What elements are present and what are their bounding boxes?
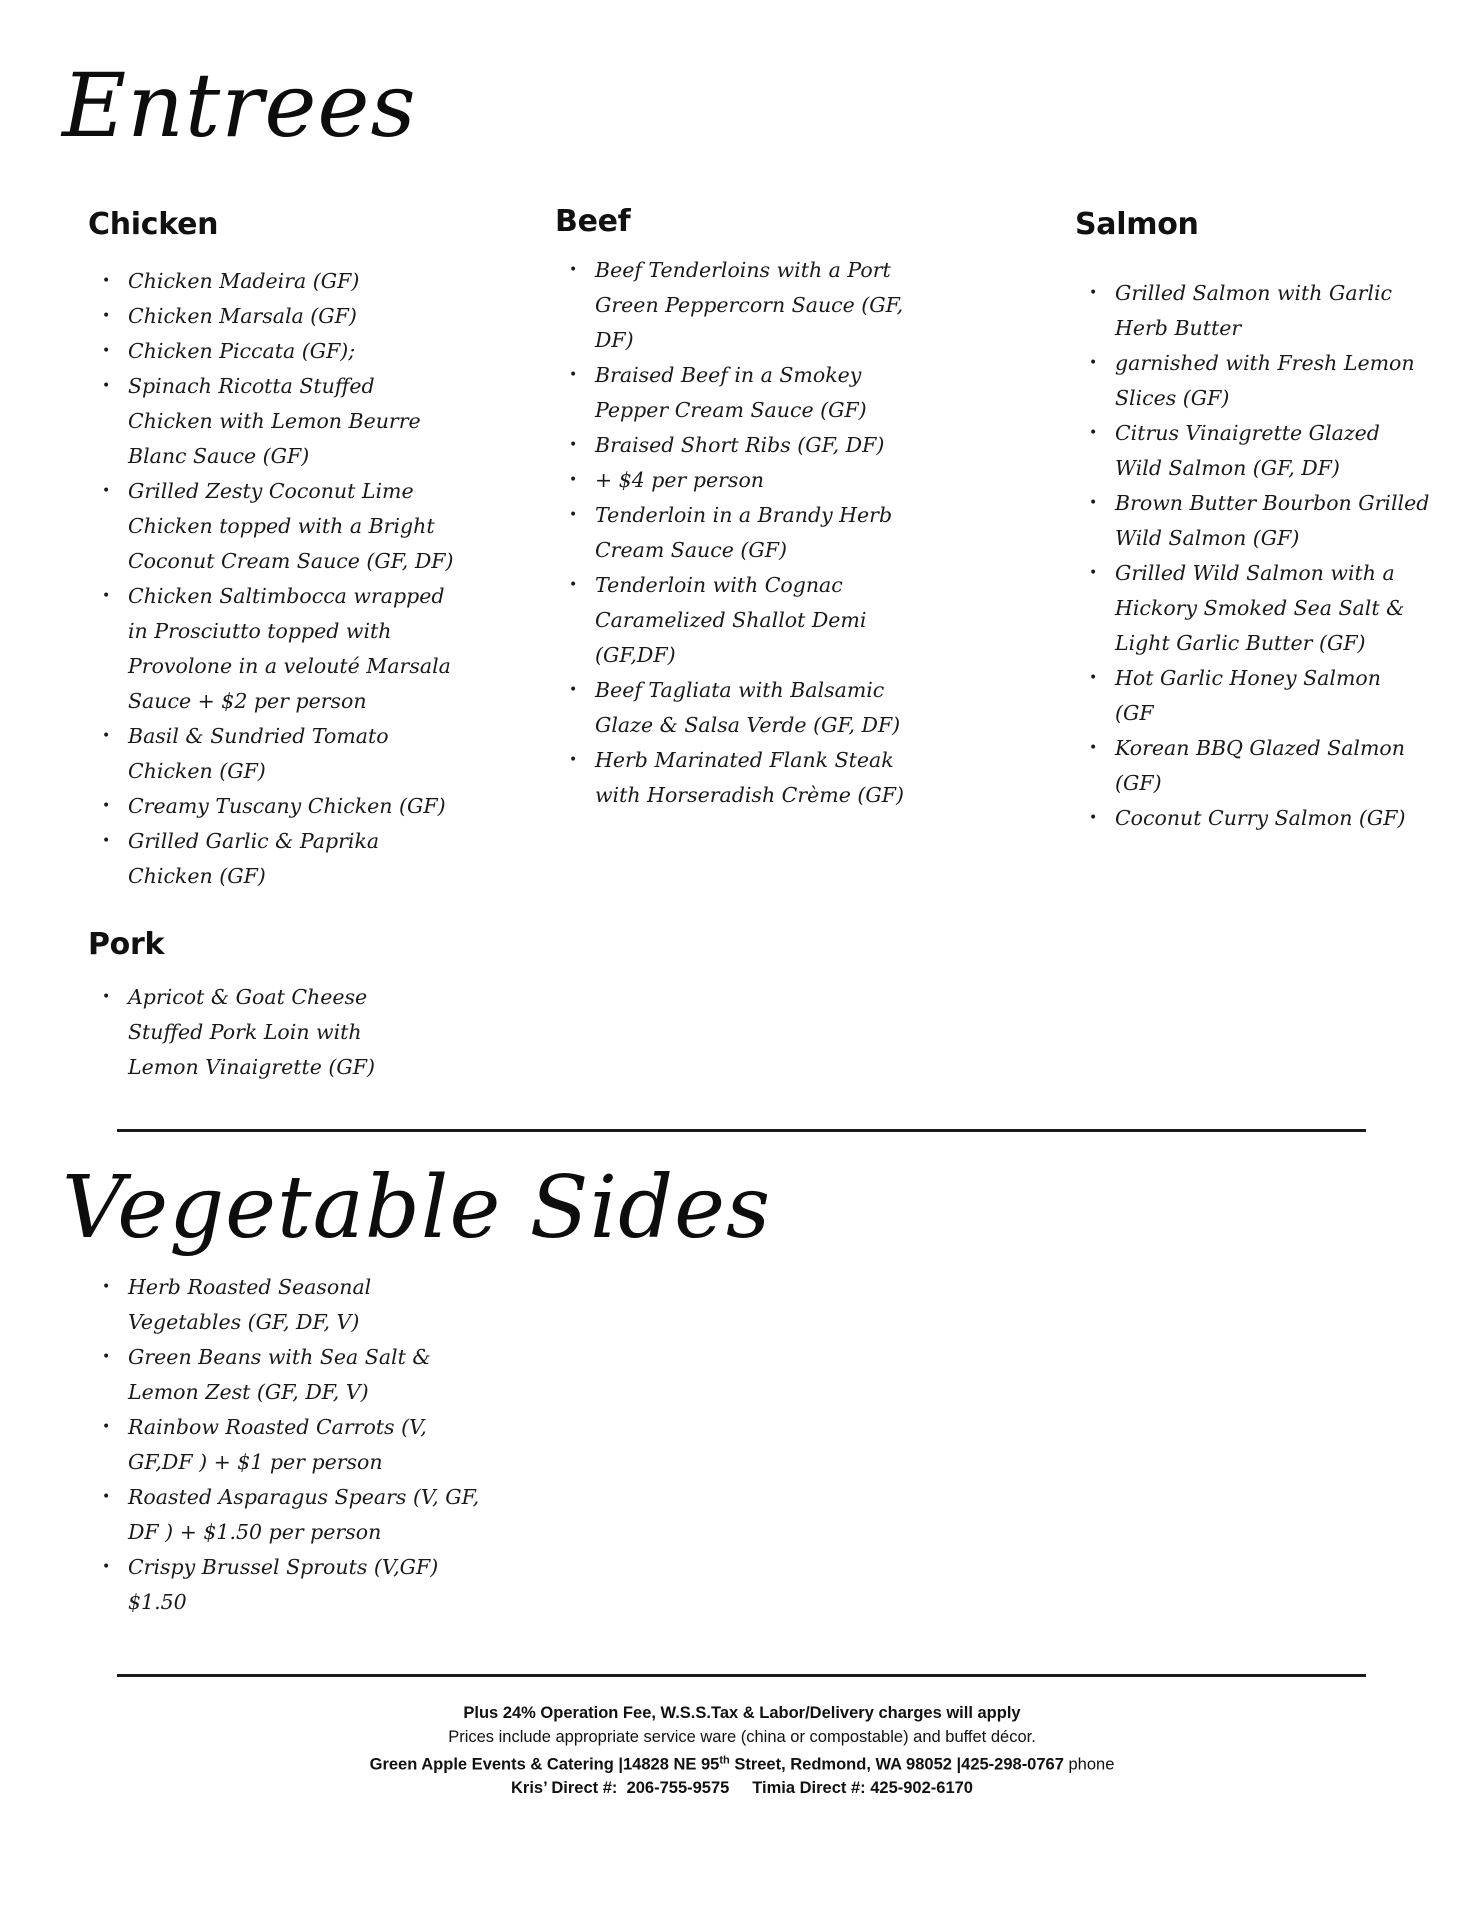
footer-direct-contacts: Kris’ Direct #: 206-755-9575 Timia Direct #: 425-902-6170 [511,1779,973,1797]
bullet-icon: • [102,1279,111,1295]
bullet-icon: • [102,343,111,359]
bullet-icon: • [102,728,111,744]
list-item: • + $4 per person [555,463,955,498]
list-item: • Citrus Vinaigrette Glazed Wild Salmon (GF, DF) [1075,416,1405,486]
pork-heading: Pork [88,927,165,962]
bullet-icon: • [569,472,578,488]
bullet-icon: • [1089,285,1098,301]
list-item: • Grilled Wild Salmon with a Hickory Smoked Sea Salt & Light Garlic Butter (GF) [1075,556,1425,661]
bullet-icon: • [569,437,578,453]
bullet-icon: • [102,273,111,289]
footer-divider [117,1674,1366,1677]
list-item: • Green Beans with Sea Salt & Lemon Zest (GF, DF, V) [88,1340,498,1410]
bullet-icon: • [569,682,578,698]
bullet-icon: • [1089,740,1098,756]
bullet-icon: • [102,308,111,324]
footer-fee-note: Plus 24% Operation Fee, W.S.S.Tax & Labor/Delivery charges will apply [463,1704,1021,1722]
bullet-icon: • [102,378,111,394]
bullet-icon: • [102,1349,111,1365]
list-item: • Korean BBQ Glazed Salmon (GF) [1075,731,1425,801]
list-item: • Spinach Ricotta Stuffed Chicken with Lemon Beurre Blanc Sauce (GF) [88,369,458,474]
footer-address: Green Apple Events & Catering |14828 NE 95th Street, Redmond, WA 98052 |425-298-0767 phone [369,1754,1115,1774]
list-item: • Chicken Saltimbocca wrapped in Prosciutto topped with Provolone in a velouté Marsala Sauce + $2 per person [88,579,468,719]
bullet-icon: • [102,588,111,604]
bullet-icon: • [1089,810,1098,826]
list-item: • Beef Tenderloins with a Port Green Peppercorn Sauce (GF, DF) [555,253,905,358]
bullet-icon: • [102,798,111,814]
entrees-title: Entrees [62,54,417,157]
beef-heading: Beef [555,204,631,239]
vegetable-sides-list [88,1270,508,1620]
list-item: • Hot Garlic Honey Salmon (GF [1075,661,1405,731]
vegetable-sides-title: Vegetable Sides [62,1158,772,1258]
list-item: • Chicken Madeira (GF) [88,264,458,299]
chicken-heading: Chicken [88,207,219,242]
bullet-icon: • [569,577,578,593]
list-item: • Beef Tagliata with Balsamic Glaze & Salsa Verde (GF, DF) [555,673,935,743]
bullet-icon: • [102,989,111,1005]
list-item: • Brown Butter Bourbon Grilled Wild Salmon (GF) [1075,486,1460,556]
bullet-icon: • [102,833,111,849]
vegetable-sides-section [88,1270,508,1620]
salmon-section [1075,207,1455,836]
list-item: • Grilled Zesty Coconut Lime Chicken topped with a Bright Coconut Cream Sauce (GF, DF) [88,474,458,579]
bullet-icon: • [569,367,578,383]
list-item: • Chicken Marsala (GF) [88,299,458,334]
bullet-icon: • [569,262,578,278]
bullet-icon: • [1089,565,1098,581]
pork-list [88,980,468,1085]
list-item: • garnished with Fresh Lemon Slices (GF) [1075,346,1415,416]
bullet-icon: • [1089,355,1098,371]
bullet-icon: • [1089,495,1098,511]
list-item: • Grilled Salmon with Garlic Herb Butter [1075,276,1425,346]
bullet-icon: • [102,483,111,499]
list-item: • Crispy Brussel Sprouts (V,GF) $1.50 [88,1550,448,1620]
list-item: • Basil & Sundried Tomato Chicken (GF) [88,719,428,789]
list-item: • Braised Short Ribs (GF, DF) [555,428,955,463]
list-item: • Herb Marinated Flank Steak with Horseradish Crème (GF) [555,743,935,813]
list-item: • Apricot & Goat Cheese Stuffed Pork Loin with Lemon Vinaigrette (GF) [88,980,418,1085]
salmon-heading: Salmon [1075,207,1199,242]
chicken-section [88,207,468,894]
beef-section [555,204,935,813]
bullet-icon: • [1089,670,1098,686]
list-item: • Tenderloin in a Brandy Herb Cream Sauce (GF) [555,498,915,568]
chicken-list [88,264,468,894]
bullet-icon: • [102,1419,111,1435]
bullet-icon: • [569,507,578,523]
list-item: • Grilled Garlic & Paprika Chicken (GF) [88,824,418,894]
footer-service-note: Prices include appropriate service ware (china or compostable) and buffet décor. [448,1727,1036,1746]
bullet-icon: • [102,1489,111,1505]
footer [0,1702,1484,1801]
salmon-list [1075,276,1455,836]
bullet-icon: • [1089,425,1098,441]
list-item: • Creamy Tuscany Chicken (GF) [88,789,468,824]
list-item: • Herb Roasted Seasonal Vegetables (GF, DF, V) [88,1270,458,1340]
list-item: • Roasted Asparagus Spears (V, GF, DF ) + $1.50 per person [88,1480,488,1550]
list-item: • Braised Beef in a Smokey Pepper Cream Sauce (GF) [555,358,905,428]
list-item: • Rainbow Roasted Carrots (V, GF,DF ) + $1 per person [88,1410,448,1480]
pork-section [88,927,468,1085]
section-divider [117,1129,1366,1132]
list-item: • Chicken Piccata (GF); [88,334,458,369]
list-item: • Coconut Curry Salmon (GF) [1075,801,1445,836]
bullet-icon: • [569,752,578,768]
beef-list [555,253,935,813]
list-item: • Tenderloin with Cognac Caramelized Shallot Demi (GF,DF) [555,568,895,673]
bullet-icon: • [102,1559,111,1575]
